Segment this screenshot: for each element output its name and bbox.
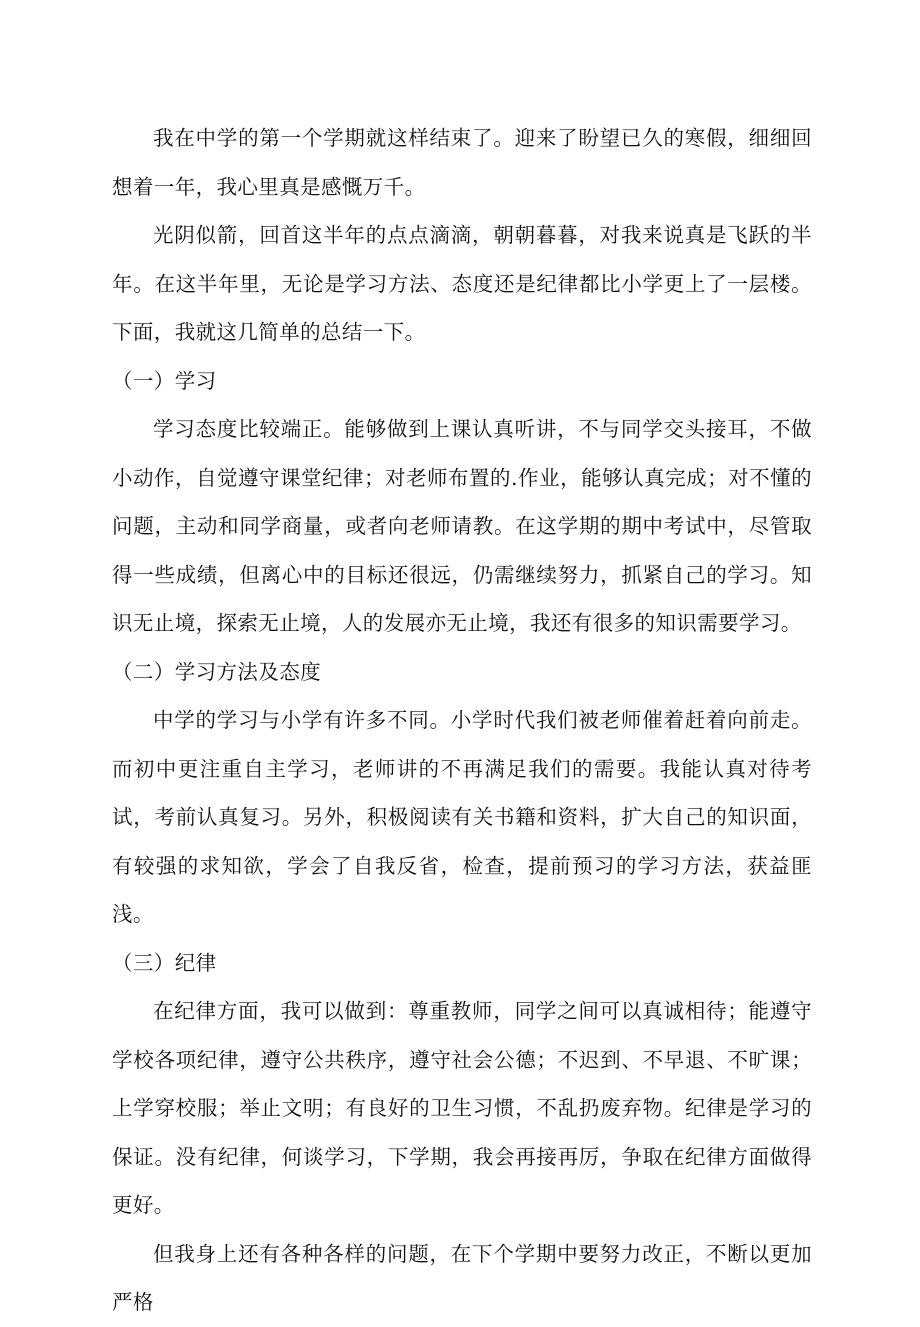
paragraph-overview: 光阴似箭，回首这半年的点点滴滴，朝朝暮暮，对我来说真是飞跃的半年。在这半年里，无论是学习方法、态度还是纪律都比小学更上了一层楼。下面，我就这几简单的总结一下。: [112, 223, 812, 344]
section-heading-discipline: （三）纪律: [112, 950, 217, 975]
section-heading-study: （一）学习: [112, 368, 217, 393]
section-heading-method: （二）学习方法及态度: [112, 659, 321, 684]
document-page: [112, 0, 812, 1327]
paragraph-discipline: 在纪律方面，我可以做到：尊重教师，同学之间可以真诚相待；能遵守学校各项纪律，遵守公共秩序，遵守社会公德；不迟到、不早退、不旷课；上学穿校服；举止文明；有良好的卫生习惯，不乱扔废弃物。纪律是学习的保证。没有纪律，何谈学习，下学期，我会再接再厉，争取在纪律方面做得更好。: [112, 999, 812, 1217]
paragraph-problems: 但我身上还有各种各样的问题，在下个学期中要努力改正，不断以更加严格: [112, 1241, 812, 1314]
paragraph-study: 学习态度比较端正。能够做到上课认真听讲，不与同学交头接耳，不做小动作，自觉遵守课堂纪律；对老师布置的.作业，能够认真完成；对不懂的问题，主动和同学商量，或者向老师请教。在这学期的期中考试中，尽管取得一些成绩，但离心中的目标还很远，仍需继续努力，抓紧自己的学习。知识无止境，探索无止境，人的发展亦无止境，我还有很多的知识需要学习。: [112, 417, 812, 635]
paragraph-intro: 我在中学的第一个学期就这样结束了。迎来了盼望已久的寒假，细细回想着一年，我心里真是感慨万千。: [112, 126, 812, 199]
paragraph-method: 中学的学习与小学有许多不同。小学时代我们被老师催着赶着向前走。而初中更注重自主学习，老师讲的不再满足我们的需要。我能认真对待考试，考前认真复习。另外，积极阅读有关书籍和资料，扩大自己的知识面，有较强的求知欲，学会了自我反省，检查，提前预习的学习方法，获益匪浅。: [112, 708, 812, 926]
top-margin: [112, 0, 812, 114]
